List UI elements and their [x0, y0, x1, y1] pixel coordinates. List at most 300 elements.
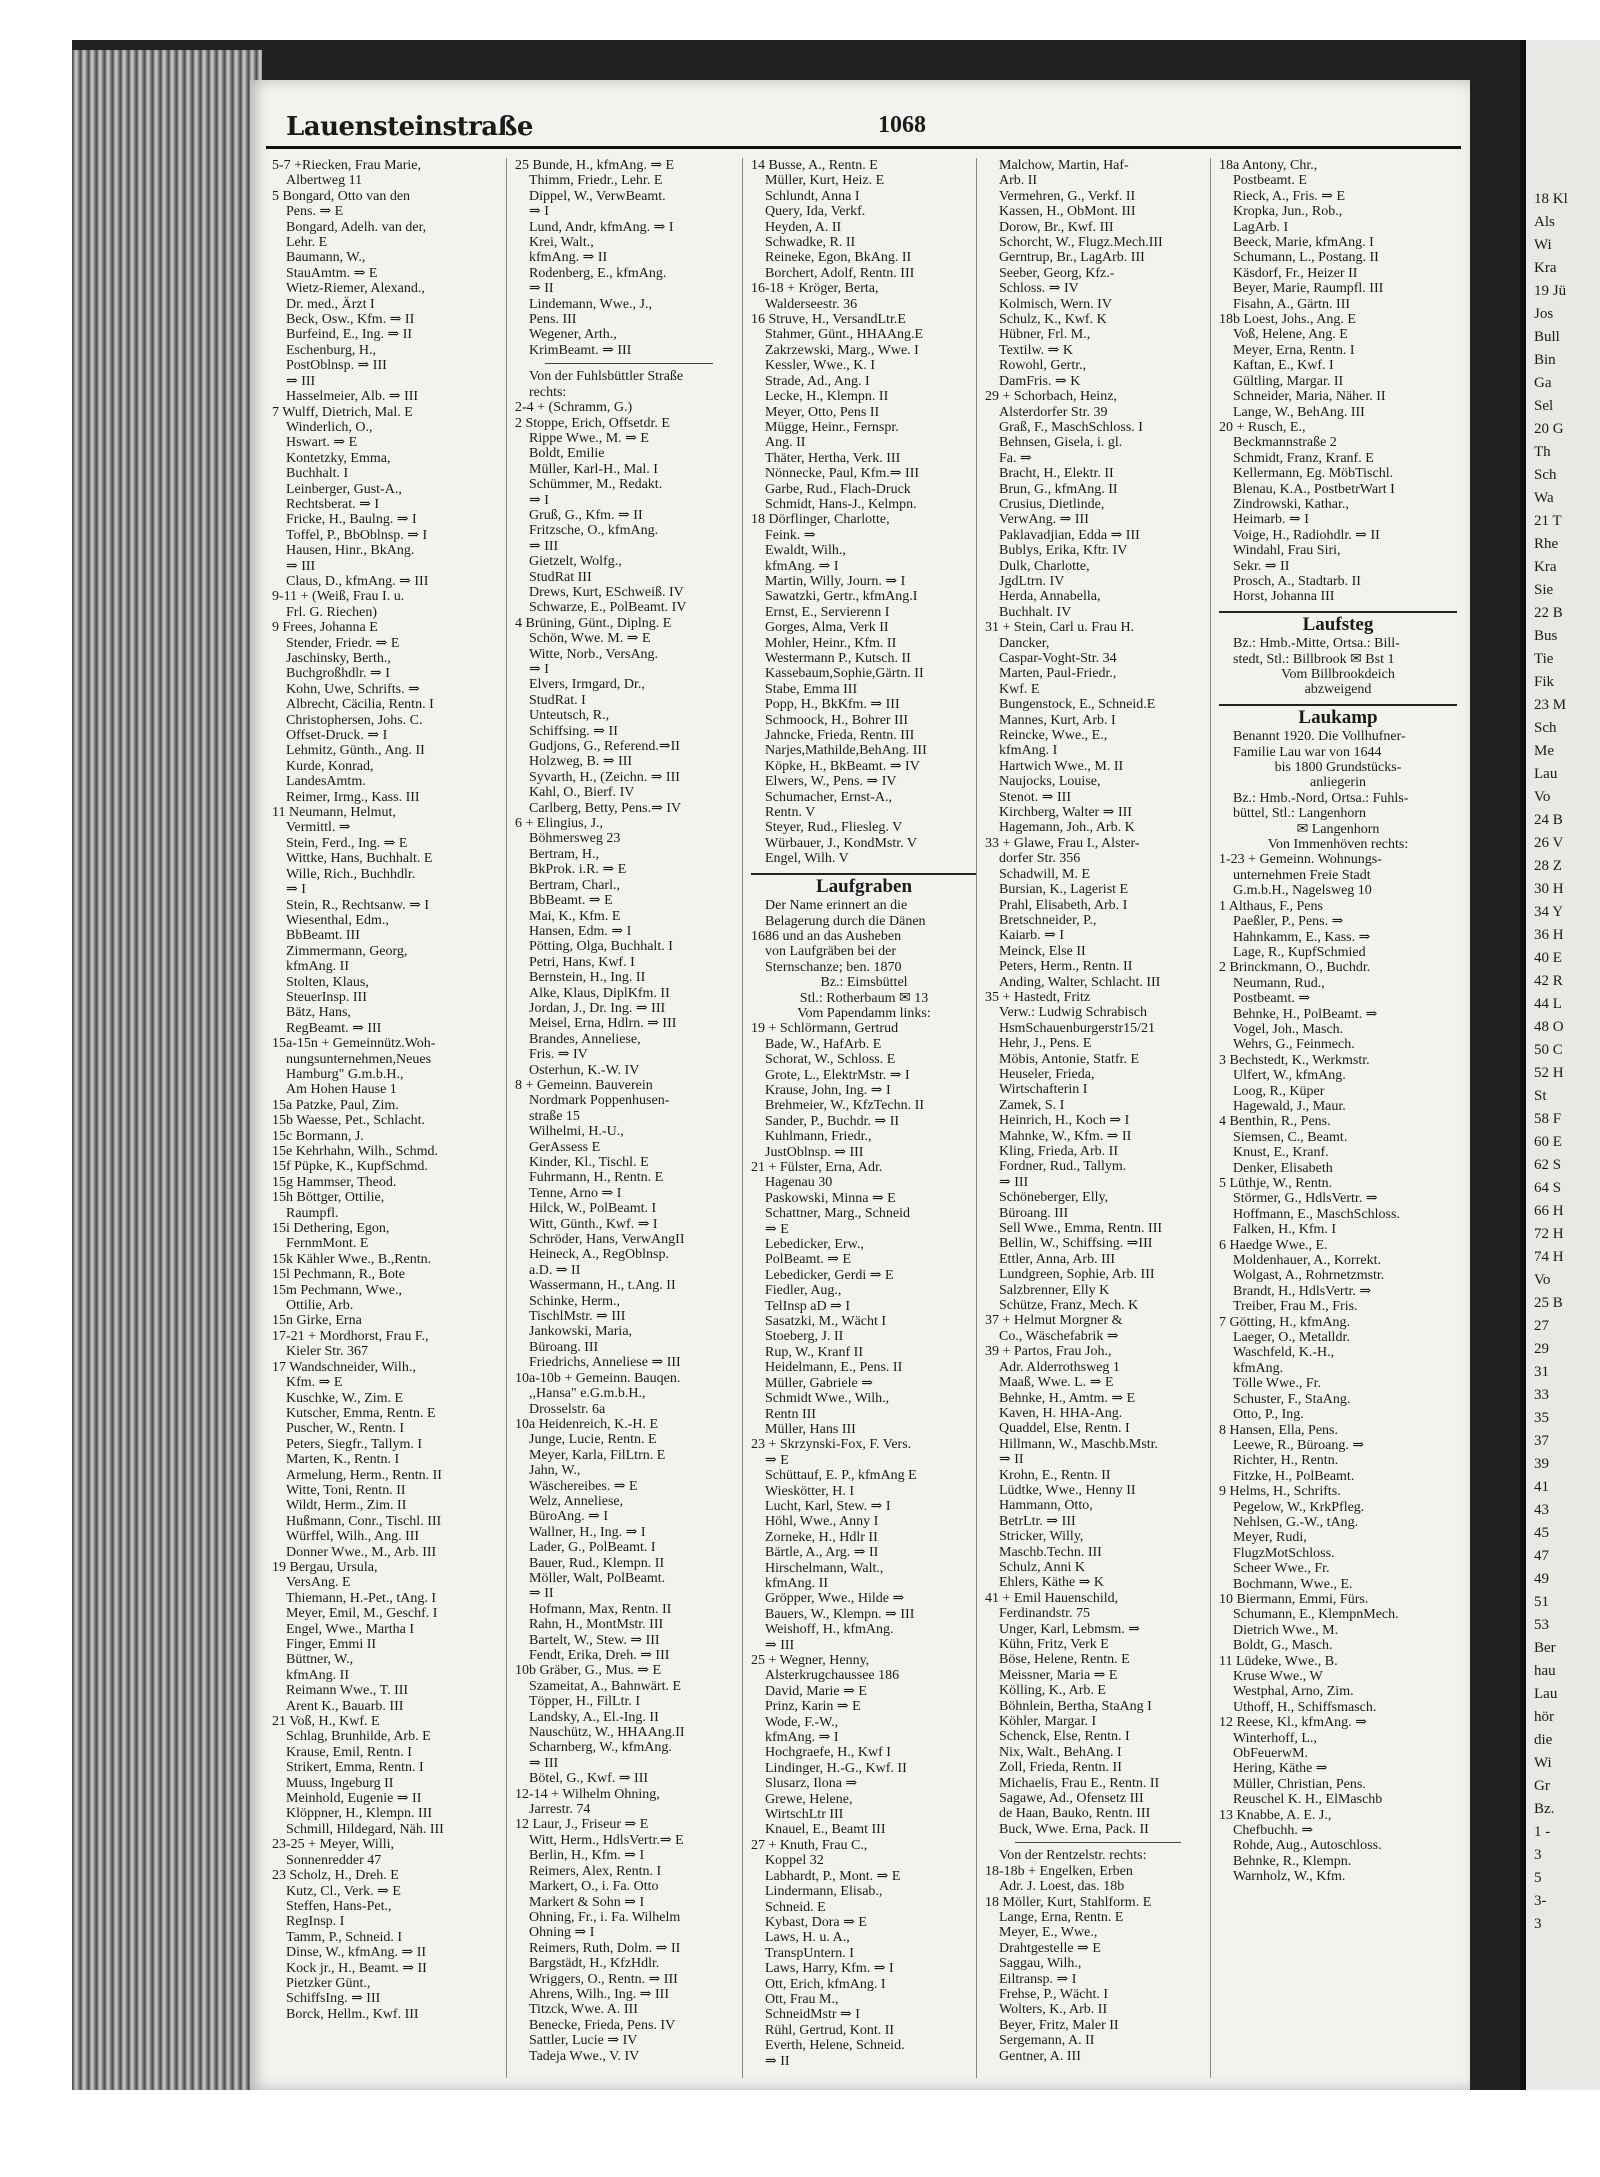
- resident-entry: Schmill, Hildegard, Näh. III: [286, 1821, 444, 1837]
- resident-entry: Jankowski, Maria,: [529, 1324, 633, 1340]
- resident-entry: ⇒ III: [286, 558, 316, 574]
- resident-entry: Buchhalt. I: [286, 466, 349, 482]
- resident-entry: Jarrestr. 74: [529, 1802, 591, 1818]
- resident-entry: Gruß, G., Kfm. ⇒ II: [529, 507, 643, 523]
- resident-entry: Reimers, Ruth, Dolm. ⇒ II: [529, 1940, 681, 1956]
- resident-entry: Waschfeld, K.-H.,: [1233, 1345, 1335, 1361]
- resident-entry: Herda, Annabella,: [999, 589, 1101, 605]
- facing-page-fragment-line: 74 H: [1534, 1249, 1564, 1265]
- resident-entry: Benannt 1920. Die Vollhufner-: [1233, 729, 1406, 745]
- resident-entry: Kahl, O., Bierf. IV: [529, 785, 635, 801]
- resident-entry: Wille, Rich., Buchhdlr.: [286, 866, 416, 882]
- resident-entry: Thiemann, H.-Pet., tAng. I: [286, 1590, 437, 1606]
- street-heading: Laufsteg: [1219, 611, 1457, 632]
- section-rule: [1015, 1842, 1181, 1843]
- street-heading: Laukamp: [1219, 704, 1457, 725]
- resident-entry: Hübner, Frl. M.,: [999, 327, 1091, 343]
- resident-entry: Voß, Helene, Ang. E: [1233, 327, 1348, 343]
- resident-entry: Vermehren, G., Verkf. II: [999, 188, 1136, 204]
- resident-entry: Lebedicker, Gerdi ⇒ E: [765, 1267, 894, 1283]
- resident-entry: Hagemann, Joh., Arb. K: [999, 820, 1135, 836]
- resident-entry: Ott, Frau M.,: [765, 1991, 839, 2007]
- resident-entry: Möller, Walt, PolBeamt.: [529, 1570, 666, 1586]
- resident-entry: Wriggers, O., Rentn. ⇒ III: [529, 1971, 678, 1987]
- resident-entry: Ohning ⇒ I: [529, 1925, 595, 1941]
- resident-entry: Kaiarb. ⇒ I: [999, 928, 1064, 944]
- resident-entry: Hswart. ⇒ E: [286, 435, 358, 451]
- facing-page-fragment-line: Th: [1534, 444, 1551, 460]
- resident-entry: BetrLtr. ⇒ III: [999, 1513, 1076, 1529]
- resident-entry: Christophersen, Johs. C.: [286, 712, 423, 728]
- resident-entry: LandesAmtm.: [286, 774, 366, 790]
- resident-entry: Donner Wwe., M., Arb. III: [286, 1544, 437, 1560]
- resident-entry: Schlundt, Anna I: [765, 188, 860, 204]
- resident-entry: Zimmermann, Georg,: [286, 943, 408, 959]
- house-number-entry: 4 Brüning, Günt., Diplng. E: [515, 615, 672, 631]
- house-number-entry: 16-18 + Kröger, Berta,: [751, 281, 879, 297]
- resident-entry: Dinse, W., kfmAng. ⇒ II: [286, 1945, 427, 1961]
- resident-entry: Schwarze, E., PolBeamt. IV: [529, 600, 687, 616]
- house-number-entry: 9 Frees, Johanna E: [272, 620, 378, 636]
- resident-entry: Beyer, Fritz, Maler II: [999, 2017, 1119, 2033]
- resident-entry: Meyer, Emil, M., Geschf. I: [286, 1606, 438, 1622]
- resident-entry: dorfer Str. 356: [999, 851, 1081, 867]
- resident-entry: Kfm. ⇒ E: [286, 1375, 343, 1391]
- house-number-entry: 39 + Partos, Frau Joh.,: [985, 1344, 1112, 1360]
- facing-page-fragment-line: Sel: [1534, 398, 1554, 414]
- resident-entry: Otto, P., Ing.: [1233, 1407, 1304, 1423]
- resident-entry: Borchert, Adolf, Rentn. III: [765, 265, 915, 281]
- resident-entry: Kurde, Konrad,: [286, 758, 374, 774]
- house-number-entry: 19 Bergau, Ursula,: [272, 1559, 378, 1575]
- resident-entry: Drosselstr. 6a: [529, 1401, 606, 1417]
- resident-entry: Martin, Willy, Journ. ⇒ I: [765, 573, 906, 589]
- house-number-entry: 15a Patzke, Paul, Zim.: [272, 1097, 399, 1113]
- resident-entry: Fritzsche, O., kfmAng.: [529, 523, 659, 539]
- resident-entry: Schorcht, W., Flugz.Mech.III: [999, 235, 1163, 251]
- resident-entry: Junge, Lucie, Rentn. E: [529, 1432, 657, 1448]
- house-number-entry: 1 Althaus, F., Pens: [1219, 898, 1323, 914]
- resident-entry: Weishoff, H., kfmAng.: [765, 1622, 894, 1638]
- facing-page-fragment-line: Kra: [1534, 260, 1557, 276]
- resident-entry: PostOblnsp. ⇒ III: [286, 358, 387, 374]
- resident-entry: Kwf. E: [999, 681, 1040, 697]
- resident-entry: Alke, Klaus, DiplKfm. II: [529, 985, 670, 1001]
- resident-entry: Postbeamt. ⇒: [1233, 991, 1311, 1007]
- resident-entry: Prinz, Karin ⇒ E: [765, 1699, 861, 1715]
- resident-entry: Hoffmann, E., MaschSchloss.: [1233, 1206, 1400, 1222]
- resident-entry: Finger, Emmi II: [286, 1637, 377, 1652]
- resident-entry: Saggau, Wilh.,: [999, 1956, 1082, 1972]
- resident-entry: Verw.: Ludwig Schrabisch: [999, 1005, 1148, 1021]
- facing-page-fragment-line: Rhe: [1534, 536, 1559, 552]
- facing-page-fragment-line: 47: [1534, 1548, 1549, 1564]
- resident-entry: Böhnlein, Bertha, StaAng I: [999, 1698, 1152, 1714]
- resident-entry: Störmer, G., HdlsVertr. ⇒: [1233, 1191, 1378, 1207]
- resident-entry: Alsterkrugchaussee 186: [765, 1668, 900, 1684]
- resident-entry: Zorneke, H., Hdlr II: [765, 1529, 878, 1545]
- resident-entry: Krohn, E., Rentn. II: [999, 1467, 1111, 1483]
- resident-entry: Lund, Andr, kfmAng. ⇒ I: [529, 219, 674, 235]
- house-number-entry: 35 + Hastedt, Fritz: [985, 989, 1091, 1005]
- house-number-entry: 15m Pechmann, Wwe.,: [272, 1282, 402, 1298]
- resident-entry: Maschb.Techn. III: [999, 1544, 1102, 1560]
- facing-page-fragment-line: 28 Z: [1534, 858, 1562, 874]
- resident-entry: Fricke, H., Baulng. ⇒ I: [286, 512, 417, 528]
- house-number-entry: 8 Hansen, Ella, Pens.: [1219, 1422, 1338, 1438]
- resident-entry: Stricker, Willy,: [999, 1529, 1084, 1545]
- resident-entry: Lebedicker, Erw.,: [765, 1237, 864, 1253]
- resident-entry: Kling, Frieda, Arb. II: [999, 1144, 1118, 1159]
- resident-entry: Jordan, J., Dr. Ing. ⇒ III: [529, 1000, 666, 1016]
- resident-entry: Offset-Druck. ⇒ I: [286, 728, 388, 744]
- resident-entry: Scheer Wwe., Fr.: [1233, 1561, 1330, 1577]
- resident-entry: JgdLtrn. IV: [999, 573, 1065, 589]
- resident-entry: Heinrich, H., Koch ⇒ I: [999, 1113, 1130, 1129]
- resident-entry: Wolters, K., Arb. II: [999, 2002, 1108, 2018]
- resident-entry: KrimBeamt. ⇒ III: [529, 342, 632, 358]
- resident-entry: Wietz-Riemer, Alexand.,: [286, 281, 425, 297]
- resident-entry: Schadwill, M. E: [999, 866, 1090, 882]
- resident-entry: Kessler, Wwe., K. I: [765, 358, 875, 374]
- house-number-entry: 15k Kähler Wwe., B.,Rentn.: [272, 1251, 432, 1267]
- resident-entry: Käsdorf, Fr., Heizer II: [1233, 265, 1358, 281]
- resident-entry: Müller, Karl-H., Mal. I: [529, 461, 658, 477]
- resident-entry: Rup, W., Kranf II: [765, 1344, 863, 1360]
- resident-entry: Kassen, H., ObMont. III: [999, 204, 1136, 220]
- resident-entry: Bauers, W., Klempn. ⇒ III: [765, 1606, 915, 1622]
- facing-page-fragment: [1520, 40, 1600, 2090]
- resident-entry: Bungenstock, E., Schneid.E: [999, 697, 1156, 713]
- resident-entry: kfmAng. II: [286, 1667, 349, 1683]
- facing-page-fragment-line: 27: [1534, 1318, 1549, 1334]
- resident-entry: Sattler, Lucie ⇒ IV: [529, 2033, 638, 2049]
- resident-entry: G.m.b.H., Nagelsweg 10: [1233, 883, 1372, 899]
- resident-entry: nungsunternehmen,Neues: [286, 1051, 432, 1067]
- column-1: [266, 158, 504, 2078]
- house-number-entry: 7 Wulff, Dietrich, Mal. E: [272, 404, 413, 420]
- resident-entry: Fordner, Rud., Tallym.: [999, 1159, 1127, 1175]
- resident-entry: Behnke, H., Amtm. ⇒ E: [999, 1390, 1136, 1406]
- resident-entry: Laeger, O., Metalldr.: [1233, 1330, 1350, 1346]
- directory-page: [250, 80, 1470, 2090]
- facing-page-fragment-line: 5: [1534, 1870, 1542, 1886]
- resident-entry: ⇒ III: [286, 373, 316, 389]
- resident-entry: Wäschereibes. ⇒ E: [529, 1478, 638, 1494]
- resident-entry: Pietzker Günt.,: [286, 1975, 371, 1991]
- resident-entry: Meyer, Otto, Pens II: [765, 404, 880, 420]
- resident-entry: Ernst, E., Servierenn I: [765, 604, 890, 620]
- centered-note: Vom Billbrookdeich: [1281, 667, 1395, 682]
- centered-note: Von Immenhöven rechts:: [1267, 837, 1409, 853]
- resident-entry: Schinke, Herm.,: [529, 1293, 620, 1309]
- resident-entry: Schulz, Anni K: [999, 1559, 1085, 1575]
- resident-entry: Dippel, W., VerwBeamt.: [529, 188, 666, 204]
- resident-entry: ,,Hansa" e.G.m.b.H.,: [529, 1386, 646, 1402]
- resident-entry: Bätz, Hans,: [286, 1005, 351, 1021]
- resident-entry: Gietzelt, Wolfg.,: [529, 554, 622, 570]
- resident-entry: Köpke, H., BkBeamt. ⇒ IV: [765, 758, 920, 774]
- resident-entry: Dietrich Wwe., M.: [1233, 1622, 1339, 1638]
- facing-page-fragment-line: Vo: [1534, 789, 1551, 805]
- resident-entry: Rippe Wwe., M. ⇒ E: [529, 430, 649, 446]
- resident-entry: Ferdinandstr. 75: [999, 1606, 1090, 1622]
- house-number-entry: 15f Püpke, K., KupfSchmd.: [272, 1159, 428, 1175]
- resident-entry: Bade, W., HafArb. E: [765, 1036, 882, 1052]
- resident-entry: ⇒ II: [529, 1586, 554, 1602]
- resident-entry: Kellermann, Eg. MöbTischl.: [1233, 466, 1394, 482]
- resident-entry: Ohning, Fr., i. Fa. Wilhelm: [529, 1909, 681, 1925]
- centered-note: abzweigend: [1304, 682, 1372, 698]
- resident-entry: Buchgroßhdlr. ⇒ I: [286, 666, 390, 682]
- resident-entry: Kassebaum,Sophie,Gärtn. II: [765, 666, 924, 682]
- resident-entry: Sawatzki, Gertr., kfmAng.I: [765, 589, 918, 605]
- resident-entry: Reimer, Irmg., Kass. III: [286, 789, 420, 805]
- resident-entry: de Haan, Bauko, Rentn. III: [999, 1806, 1151, 1822]
- resident-entry: Kirchberg, Walter ⇒ III: [999, 805, 1132, 821]
- resident-entry: Maaß, Wwe. L. ⇒ E: [999, 1375, 1114, 1391]
- resident-entry: Eschenburg, H.,: [286, 342, 376, 358]
- resident-entry: Hagenau 30: [765, 1175, 833, 1191]
- resident-entry: Bernstein, H., Ing. II: [529, 970, 646, 986]
- resident-entry: Klöppner, H., Klempn. III: [286, 1806, 433, 1822]
- resident-entry: Schütze, Franz, Mech. K: [999, 1298, 1139, 1314]
- resident-entry: Kolmisch, Wern. IV: [999, 296, 1112, 312]
- resident-entry: Kinder, Kl., Tischl. E: [529, 1155, 649, 1170]
- resident-entry: Gröpper, Wwe., Hilde ⇒: [765, 1591, 905, 1607]
- resident-entry: DamFris. ⇒ K: [999, 373, 1081, 389]
- resident-entry: ⇒ I: [529, 492, 549, 508]
- resident-entry: Würffel, Wilh., Ang. III: [286, 1529, 420, 1545]
- house-number-entry: 37 + Helmut Morgner &: [985, 1313, 1123, 1329]
- resident-entry: Scharnberg, W., kfmAng.: [529, 1740, 672, 1756]
- facing-page-fragment-line: 66 H: [1534, 1203, 1564, 1219]
- resident-entry: Wiesenthal, Edm.,: [286, 912, 389, 928]
- resident-entry: Mohler, Heinr., Kfm. II: [765, 635, 897, 651]
- centered-note: ✉ Langenhorn: [1296, 821, 1380, 837]
- centered-note: bis 1800 Grundstücks-: [1274, 760, 1402, 776]
- resident-entry: Wegener, Arth.,: [529, 327, 617, 343]
- resident-entry: büttel, Stl.: Langenhorn: [1233, 806, 1366, 822]
- resident-entry: Pens. ⇒ E: [286, 204, 344, 220]
- resident-entry: Lindermann, Elisab.,: [765, 1884, 883, 1900]
- resident-entry: Adr. J. Loest, das. 18b: [999, 1879, 1125, 1895]
- resident-entry: Co., Wäschefabrik ⇒: [999, 1328, 1119, 1344]
- resident-entry: StudRat. I: [529, 692, 586, 708]
- resident-entry: Gerntrup, Br., LagArb. III: [999, 250, 1145, 266]
- resident-entry: Bötel, G., Kwf. ⇒ III: [529, 1771, 649, 1787]
- resident-entry: Zoll, Frieda, Rentn. II: [999, 1760, 1122, 1776]
- facing-page-fragment-line: 72 H: [1534, 1226, 1564, 1242]
- resident-entry: StauAmtm. ⇒ E: [286, 265, 378, 281]
- house-number-entry: 33 + Glawe, Frau I., Alster-: [985, 835, 1140, 851]
- resident-entry: Wilhelmi, H.-U.,: [529, 1124, 624, 1140]
- facing-page-fragment-line: hör: [1534, 1709, 1554, 1725]
- resident-entry: ⇒ I: [529, 662, 549, 677]
- resident-entry: Marten, Paul-Friedr.,: [999, 666, 1117, 682]
- resident-entry: Krause, Emil, Rentn. I: [286, 1744, 412, 1760]
- resident-entry: Nix, Walt., BehAng. I: [999, 1744, 1122, 1760]
- house-number-entry: 8 + Gemeinn. Bauverein: [515, 1077, 653, 1093]
- resident-entry: Schumann, E., KlempnMech.: [1233, 1607, 1399, 1623]
- resident-entry: Müller, Christian, Pens.: [1233, 1776, 1366, 1792]
- facing-page-fragment-line: 35: [1534, 1410, 1549, 1426]
- resident-entry: Mai, K., Kfm. E: [529, 908, 621, 924]
- resident-entry: Hehr, J., Pens. E: [999, 1036, 1092, 1052]
- facing-page-fragment-line: 43: [1534, 1502, 1549, 1518]
- facing-page-fragment-line: 31: [1534, 1364, 1549, 1380]
- resident-entry: Fisahn, A., Gärtn. III: [1233, 296, 1351, 312]
- facing-page-fragment-line: 1 -: [1534, 1824, 1551, 1840]
- resident-entry: Ulfert, W., kfmAng.: [1233, 1068, 1346, 1084]
- resident-entry: Hahnkamm, E., Kass. ⇒: [1233, 929, 1371, 945]
- resident-entry: Knust, E., Kranf.: [1233, 1145, 1329, 1161]
- resident-entry: rechts:: [529, 384, 567, 400]
- resident-entry: ⇒ III: [999, 1174, 1029, 1190]
- resident-entry: Schenck, Else, Rentn. I: [999, 1729, 1130, 1745]
- facing-page-fragment-line: Lau: [1534, 766, 1558, 782]
- page-header: [266, 112, 1461, 149]
- resident-entry: Marten, K., Rentn. I: [286, 1452, 400, 1468]
- resident-entry: Sasatzki, M., Wächt I: [765, 1314, 887, 1330]
- resident-entry: kfmAng. II: [765, 1575, 828, 1591]
- house-number-entry: 18b Loest, Johs., Ang. E: [1219, 312, 1356, 328]
- resident-entry: Stabe, Emma III: [765, 681, 858, 697]
- facing-page-fragment-line: Bus: [1534, 628, 1558, 644]
- resident-entry: Graß, F., MaschSchloss. I: [999, 419, 1143, 435]
- resident-entry: Bz.: Hmb.-Nord, Ortsa.: Fuhls-: [1233, 790, 1409, 806]
- resident-entry: Ewaldt, Wilh.,: [765, 543, 846, 559]
- resident-entry: Schulz, K., Kwf. K: [999, 312, 1107, 328]
- resident-entry: Kaven, H. HHA-Ang.: [999, 1405, 1123, 1421]
- resident-entry: Hansen, Edm. ⇒ I: [529, 923, 632, 939]
- resident-entry: Hillmann, W., Maschb.Mstr.: [999, 1436, 1159, 1452]
- house-number-entry: 10a Heidenreich, K.-H. E: [515, 1416, 659, 1432]
- resident-entry: Wehrs, G., Feinmech.: [1233, 1037, 1355, 1053]
- resident-entry: Kock jr., H., Beamt. ⇒ II: [286, 1960, 427, 1976]
- resident-entry: Sander, P., Buchdr. ⇒ II: [765, 1113, 900, 1129]
- resident-entry: Sagawe, Ad., Ofensetz III: [999, 1791, 1144, 1807]
- house-number-entry: 3 Bechstedt, K., Werkmstr.: [1219, 1052, 1370, 1068]
- resident-entry: Knauel, E., Beamt III: [765, 1822, 886, 1838]
- resident-entry: Sonnenredder 47: [286, 1852, 382, 1868]
- resident-entry: Schorat, W., Schloss. E: [765, 1052, 896, 1068]
- resident-entry: Boldt, G., Masch.: [1233, 1638, 1333, 1654]
- resident-entry: Hagewald, J., Maur.: [1233, 1098, 1346, 1114]
- resident-entry: Peters, Herm., Rentn. II: [999, 959, 1133, 975]
- resident-entry: Tölle Wwe., Fr.: [1233, 1376, 1322, 1392]
- resident-entry: Ott, Erich, kfmAng. I: [765, 1976, 886, 1992]
- resident-entry: Fuhrmann, H., Rentn. E: [529, 1170, 664, 1186]
- house-number-entry: 23 Scholz, H., Dreh. E: [272, 1868, 399, 1884]
- resident-entry: Horst, Johanna III: [1233, 589, 1335, 605]
- house-number-entry: 29 + Schorbach, Heinz,: [985, 389, 1117, 405]
- resident-entry: Schneid. E: [765, 1899, 826, 1915]
- resident-entry: Meyer, E., Wwe.,: [999, 1925, 1098, 1941]
- facing-page-fragment-line: 36 H: [1534, 927, 1564, 943]
- house-number-entry: 15h Böttger, Ottilie,: [272, 1190, 385, 1206]
- resident-entry: SteuerInsp. III: [286, 989, 367, 1005]
- facing-page-fragment-line: 48 O: [1534, 1019, 1564, 1035]
- resident-entry: Wieskötter, H. I: [765, 1483, 855, 1499]
- resident-entry: Holzweg, B. ⇒ III: [529, 754, 633, 770]
- resident-entry: Blenau, K.A., PostbetrWart I: [1233, 481, 1395, 497]
- house-number-entry: 6 + Elingius, J.,: [515, 816, 604, 832]
- resident-entry: kfmAng. ⇒ II: [529, 250, 608, 266]
- resident-entry: Eiltransp. ⇒ I: [999, 1971, 1077, 1987]
- resident-entry: Malchow, Martin, Haf-: [999, 158, 1129, 173]
- resident-entry: Caspar-Voght-Str. 34: [999, 651, 1117, 666]
- resident-entry: Schlag, Brunhilde, Arb. E: [286, 1729, 431, 1745]
- facing-page-fragment-line: Ga: [1534, 375, 1552, 391]
- resident-entry: Koppel 32: [765, 1853, 824, 1869]
- facing-page-fragment-line: Kra: [1534, 559, 1557, 575]
- resident-entry: Hirschelmann, Walt.,: [765, 1560, 884, 1576]
- resident-entry: Heyden, A. II: [765, 219, 842, 235]
- resident-entry: Rieck, A., Fris. ⇒ E: [1233, 188, 1346, 204]
- resident-entry: Drews, Kurt, ESchweiß. IV: [529, 584, 684, 600]
- resident-entry: Am Hohen Hause 1: [286, 1082, 397, 1098]
- resident-entry: Büroang. III: [529, 1339, 599, 1355]
- resident-entry: ⇒ III: [765, 1637, 795, 1653]
- resident-entry: Hering, Käthe ⇒: [1233, 1761, 1328, 1777]
- facing-page-fragment-line: 22 B: [1534, 605, 1563, 621]
- resident-entry: Bärtle, A., Arg. ⇒ II: [765, 1545, 879, 1561]
- resident-entry: Heuseler, Frieda,: [999, 1066, 1095, 1082]
- resident-entry: Wittke, Hans, Buchhalt. E: [286, 851, 433, 867]
- resident-entry: Wolgast, A., Rohrnetzmstr.: [1233, 1268, 1385, 1284]
- resident-entry: Reimers, Alex, Rentn. I: [529, 1863, 662, 1879]
- resident-entry: Laws, H. u. A.,: [765, 1930, 850, 1946]
- resident-entry: Frehse, P., Wächt. I: [999, 1986, 1108, 2002]
- facing-page-fragment-line: 44 L: [1534, 996, 1562, 1012]
- facing-page-fragment-line: 62 S: [1534, 1157, 1562, 1173]
- resident-entry: Paeßler, P., Pens. ⇒: [1233, 914, 1344, 930]
- house-number-entry: 15c Bormann, J.: [272, 1128, 364, 1144]
- book-page-edges: [72, 50, 262, 2090]
- resident-entry: TischlMstr. ⇒ III: [529, 1309, 626, 1325]
- resident-entry: ⇒ E: [765, 1452, 789, 1468]
- resident-entry: Richter, H., Rentn.: [1233, 1453, 1339, 1469]
- resident-entry: ⇒ II: [529, 281, 554, 297]
- facing-page-fragment-line: Wi: [1534, 1755, 1552, 1771]
- resident-entry: Zakrzewski, Marg., Wwe. I: [765, 342, 919, 358]
- directory-columns: [266, 158, 1466, 2069]
- facing-page-fragment-line: Bz.: [1534, 1801, 1555, 1817]
- resident-entry: Witt, Günth., Kwf. ⇒ I: [529, 1216, 658, 1232]
- facing-page-fragment-line: 52 H: [1534, 1065, 1564, 1081]
- resident-entry: FlugzMotSchloss.: [1233, 1545, 1335, 1561]
- resident-entry: Baumann, W.,: [286, 250, 366, 266]
- resident-entry: Bauer, Rud., Klempn. II: [529, 1555, 665, 1571]
- house-number-entry: 7 Götting, H., kfmAng.: [1219, 1314, 1351, 1330]
- resident-entry: ⇒ I: [529, 204, 549, 220]
- resident-entry: Muuss, Ingeburg II: [286, 1775, 394, 1791]
- facing-page-fragment-line: Ber: [1534, 1640, 1556, 1656]
- resident-entry: Denker, Elisabeth: [1233, 1160, 1333, 1176]
- resident-entry: Bellin, W., Schiffsing. ⇒III: [999, 1236, 1153, 1252]
- resident-entry: Reimann Wwe., T. III: [286, 1683, 409, 1699]
- resident-entry: Stender, Friedr. ⇒ E: [286, 635, 400, 651]
- resident-entry: Stein, Ferd., Ing. ⇒ E: [286, 835, 408, 851]
- resident-entry: Tadeja Wwe., V. IV: [529, 2048, 640, 2064]
- resident-entry: kfmAng. ⇒ I: [765, 558, 839, 574]
- resident-entry: Rowohl, Gertr.,: [999, 358, 1087, 374]
- resident-entry: HsmSchauenburgerstr15/21: [999, 1020, 1156, 1036]
- resident-entry: kfmAng. II: [286, 959, 349, 975]
- resident-entry: Westphal, Arno, Zim.: [1233, 1684, 1354, 1700]
- resident-entry: Schneider, Maria, Näher. II: [1233, 389, 1386, 405]
